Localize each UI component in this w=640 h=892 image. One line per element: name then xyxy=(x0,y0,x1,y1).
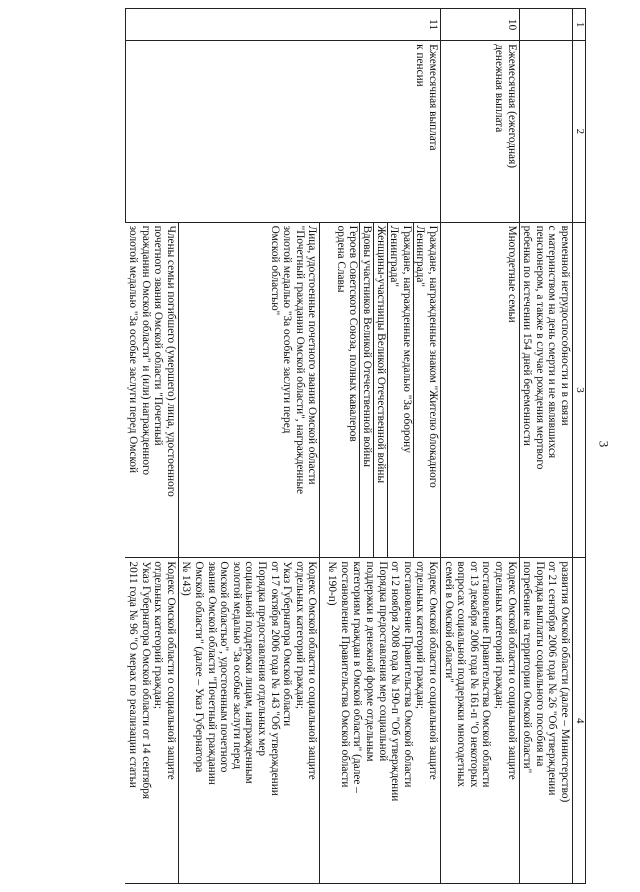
table-header-row xyxy=(573,9,586,884)
table-row-continued xyxy=(519,9,572,884)
header-col-1: 1 xyxy=(573,9,586,41)
page-number: 3 xyxy=(596,440,612,448)
list-item: Женщины-участницы Великой Отечественной войны xyxy=(374,223,388,558)
table-row-11 xyxy=(320,9,441,884)
benefit-name: Ежемесячная (ежегодная) денежная выплата xyxy=(441,41,520,222)
recipient-category-list xyxy=(320,222,441,558)
continued-col3: временной нетрудоспособности и в связи с материнством на день смерти и не являвшихся пенсионером, а также в случае рождения мертвого ребенка по истечении 154 дней беременности xyxy=(519,222,572,558)
recipient-category: Члены семьи погибшего (умершего) лица, удостоенного почетного звания Омской области "Почетный гражданин Омской области" и (или) награжденного золотой медалью "За особые заслуги перед Омской xyxy=(125,222,178,558)
header-col-3: 3 xyxy=(573,222,586,558)
rotated-table-page xyxy=(64,8,586,884)
row-number: 10 xyxy=(441,9,520,41)
header-col-2: 2 xyxy=(573,41,586,222)
list-item: Героев Советского Союза, полных кавалеров ордена Славы xyxy=(320,223,360,558)
recipient-category: Многодетные семьи xyxy=(441,222,520,558)
row-number: 11 xyxy=(125,9,440,41)
continued-col4: развития Омской области (далее – Министерство) от 21 сентября 2006 года № 26 "Об утверждении Порядка выплаты социального пособия на погребение на территории Омской области" xyxy=(519,558,572,884)
table-row-10 xyxy=(441,9,520,884)
legal-basis: Кодекс Омской области о социальной защите отдельных категорий граждан; Указ Губернатора Омской области от 17 октября 2006 года № 143 "Об утверждении Порядка предоставления отдельных мер социальной поддержки лицам, награжденным золотой медалью "За особые заслуги перед Омской областью", удостоенным почетного звания Омской области "Почетный гражданин Омской области" (далее – Указ Губернатора № 143) xyxy=(178,558,320,884)
header-col-4: 4 xyxy=(573,558,586,884)
benefits-table xyxy=(125,8,586,884)
legal-basis: Кодекс Омской области о социальной защите отдельных категорий граждан; Указ Губернатора Омской области от 14 сентября 2011 года № 96 "О мерах по реализации статьи xyxy=(125,558,178,884)
list-item: Граждане, награжденные знаком "Жителю блокадного Ленинграда" xyxy=(414,225,440,488)
legal-basis: Кодекс Омской области о социальной защите отдельных категорий граждан; постановление Правительства Омской области от 13 декабря 2006 года № 161-п "О некоторых вопросах социальной поддержки многодетных семей в Омской области" xyxy=(441,558,520,884)
list-item: Вдовы участников Великой Отечественной войны xyxy=(361,223,375,558)
recipient-category: Лица, удостоенные почетного звания Омской области "Почетный гражданин Омской области", награжденные золотой медалью "За особые заслуги перед Омской областью" xyxy=(178,222,320,558)
legal-basis: Кодекс Омской области о социальной защите отдельных категорий граждан; постановление Правительства Омской области от 12 ноября 2008 года № 190-п "Об утверждении Порядка предоставления мер социальной поддержки в денежной форме отдельным категориям граждан в Омской области" (далее – постановление Правительства Омской области № 190-п) xyxy=(320,558,441,884)
benefit-name: Ежемесячная выплата к пенсии xyxy=(125,41,440,222)
list-item: Граждане, награжденные медалью "За оборону Ленинграда" xyxy=(388,223,414,558)
